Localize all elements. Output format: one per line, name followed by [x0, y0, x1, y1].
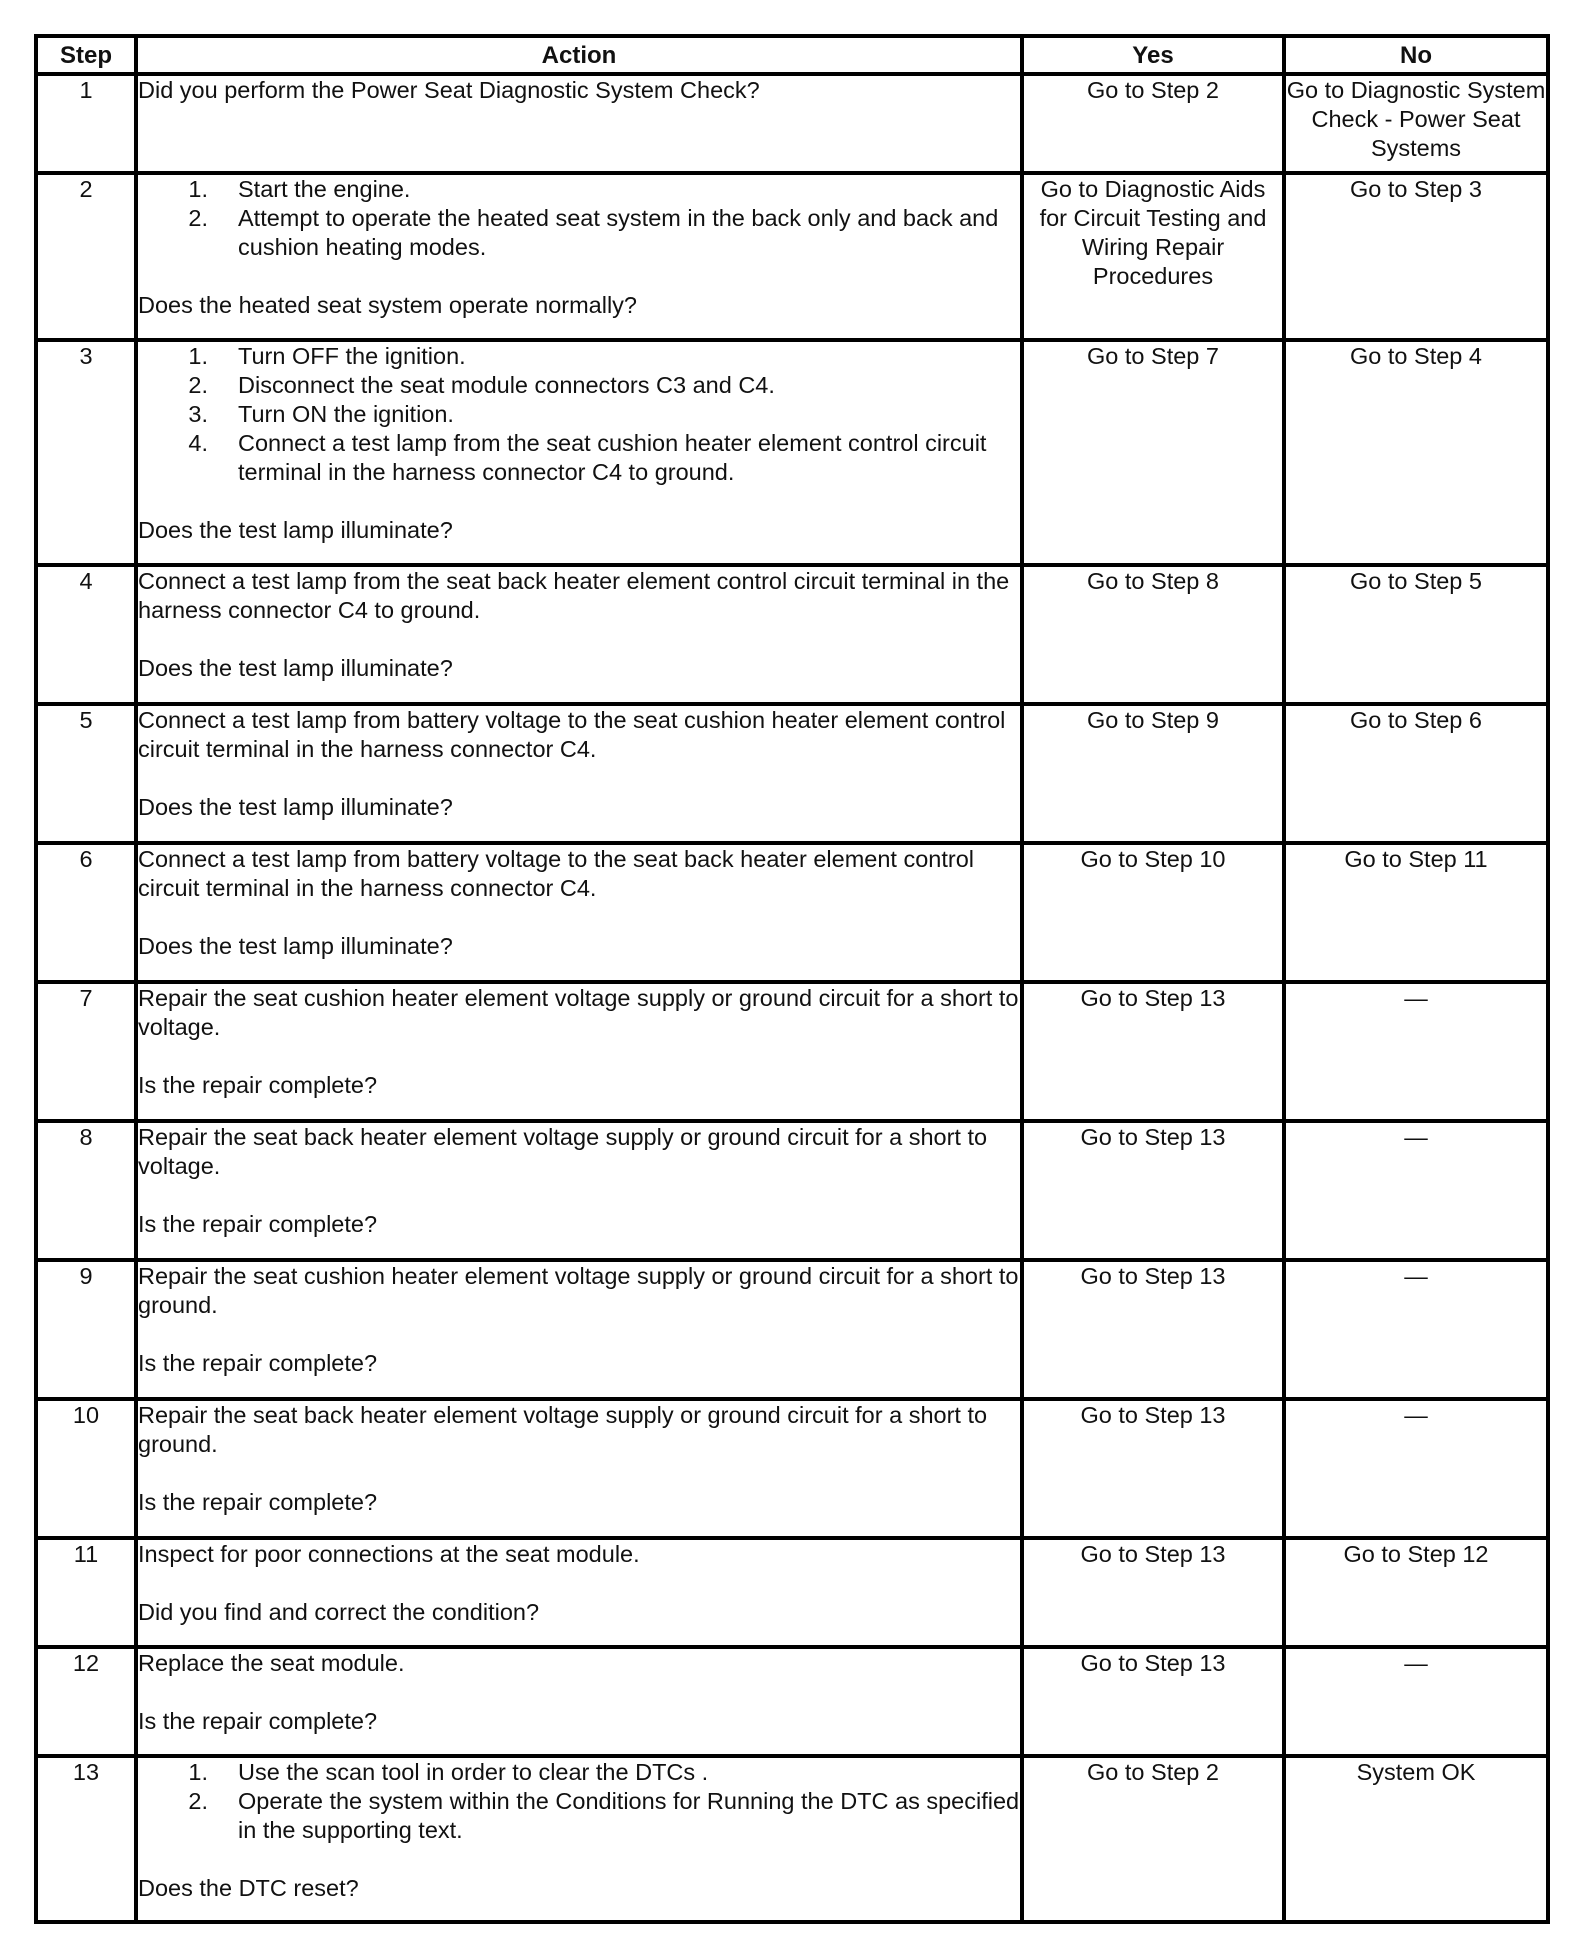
yes-result: Go to Step 9	[1022, 704, 1284, 843]
no-result: —	[1284, 1399, 1548, 1538]
action-cell	[136, 1647, 1022, 1756]
table-row	[36, 982, 1548, 1121]
no-result: —	[1284, 1121, 1548, 1260]
action-cell	[136, 1121, 1022, 1260]
no-result: —	[1284, 1647, 1548, 1756]
action-step-item: 2. Disconnect the seat module connectors C3 and C4.	[188, 372, 775, 398]
table-row	[36, 1399, 1548, 1538]
no-result: Go to Step 5	[1284, 565, 1548, 704]
yes-result: Go to Step 8	[1022, 565, 1284, 704]
action-text: Connect a test lamp from the seat back heater element control circuit terminal in the harness connector C4 to ground.	[138, 568, 1010, 623]
step-number: 8	[36, 1121, 136, 1260]
step-number: 13	[36, 1756, 136, 1922]
action-text: Repair the seat back heater element voltage supply or ground circuit for a short to voltage.	[138, 1124, 988, 1179]
yes-result: Go to Step 13	[1022, 1647, 1284, 1756]
table-row	[36, 74, 1548, 173]
step-number: 11	[36, 1538, 136, 1647]
action-question: Did you find and correct the condition?	[138, 1599, 540, 1625]
action-question: Is the repair complete?	[138, 1350, 378, 1376]
action-step-item: 1. Use the scan tool in order to clear the DTCs .	[188, 1759, 709, 1785]
yes-result: Go to Diagnostic Aids for Circuit Testing and Wiring Repair Procedures	[1022, 173, 1284, 340]
step-number: 6	[36, 843, 136, 982]
action-question: Does the test lamp illuminate?	[138, 655, 453, 681]
no-result: Go to Step 11	[1284, 843, 1548, 982]
step-number: 5	[36, 704, 136, 843]
action-text: Repair the seat cushion heater element voltage supply or ground circuit for a short to voltage.	[138, 985, 1019, 1040]
action-text: Repair the seat cushion heater element voltage supply or ground circuit for a short to ground.	[138, 1263, 1019, 1318]
action-cell	[136, 1399, 1022, 1538]
action-question: Does the test lamp illuminate?	[138, 517, 453, 543]
action-question: Is the repair complete?	[138, 1211, 378, 1237]
no-result: Go to Diagnostic System Check - Power Seat Systems	[1284, 74, 1548, 173]
header-yes: Yes	[1022, 36, 1284, 74]
header-step: Step	[36, 36, 136, 74]
action-cell	[136, 565, 1022, 704]
step-number: 1	[36, 74, 136, 173]
action-cell	[136, 74, 1022, 173]
step-number: 3	[36, 340, 136, 565]
table-row	[36, 565, 1548, 704]
action-question: Does the DTC reset?	[138, 1875, 359, 1901]
step-number: 10	[36, 1399, 136, 1538]
action-cell	[136, 1260, 1022, 1399]
no-result: System OK	[1284, 1756, 1548, 1922]
action-question: Does the test lamp illuminate?	[138, 933, 453, 959]
yes-result: Go to Step 13	[1022, 1260, 1284, 1399]
no-result: Go to Step 12	[1284, 1538, 1548, 1647]
no-result: Go to Step 3	[1284, 173, 1548, 340]
action-text: Repair the seat back heater element voltage supply or ground circuit for a short to ground.	[138, 1402, 988, 1457]
action-step-item: 1. Turn OFF the ignition.	[188, 343, 466, 369]
action-step-item: 4. Connect a test lamp from the seat cushion heater element control circuit terminal in the harness connector C4 to ground.	[188, 430, 987, 485]
no-result: —	[1284, 1260, 1548, 1399]
step-number: 12	[36, 1647, 136, 1756]
yes-result: Go to Step 13	[1022, 1399, 1284, 1538]
table-row	[36, 1647, 1548, 1756]
header-action: Action	[136, 36, 1022, 74]
step-number: 4	[36, 565, 136, 704]
header-no: No	[1284, 36, 1548, 74]
step-number: 7	[36, 982, 136, 1121]
action-cell	[136, 843, 1022, 982]
table-row	[36, 340, 1548, 565]
yes-result: Go to Step 13	[1022, 982, 1284, 1121]
table-row	[36, 1260, 1548, 1399]
step-number: 2	[36, 173, 136, 340]
action-text: Connect a test lamp from battery voltage to the seat cushion heater element control circuit terminal in the harness connector C4.	[138, 707, 1006, 762]
table-row	[36, 1756, 1548, 1922]
yes-result: Go to Step 13	[1022, 1538, 1284, 1647]
yes-result: Go to Step 13	[1022, 1121, 1284, 1260]
yes-result: Go to Step 2	[1022, 1756, 1284, 1922]
action-text: Replace the seat module.	[138, 1650, 405, 1676]
action-step-item: 2. Attempt to operate the heated seat system in the back only and back and cushion heating modes.	[188, 205, 999, 260]
table-row	[36, 704, 1548, 843]
action-text: Did you perform the Power Seat Diagnostic System Check?	[138, 77, 760, 103]
action-step-item: 3. Turn ON the ignition.	[188, 401, 454, 427]
diagnostic-table	[34, 34, 1550, 1924]
action-cell	[136, 982, 1022, 1121]
action-question: Does the test lamp illuminate?	[138, 794, 453, 820]
table-row	[36, 1121, 1548, 1260]
no-result: —	[1284, 982, 1548, 1121]
action-cell	[136, 704, 1022, 843]
action-steps	[138, 342, 1020, 487]
action-step-item: 2. Operate the system within the Conditions for Running the DTC as specified in the supporting text.	[188, 1788, 1020, 1843]
table-row	[36, 173, 1548, 340]
action-text: Inspect for poor connections at the seat module.	[138, 1541, 640, 1567]
action-steps	[138, 175, 1020, 262]
yes-result: Go to Step 7	[1022, 340, 1284, 565]
action-cell	[136, 173, 1022, 340]
action-question: Is the repair complete?	[138, 1708, 378, 1734]
yes-result: Go to Step 2	[1022, 74, 1284, 173]
action-step-item: 1. Start the engine.	[188, 176, 411, 202]
action-cell	[136, 340, 1022, 565]
no-result: Go to Step 6	[1284, 704, 1548, 843]
action-cell	[136, 1756, 1022, 1922]
no-result: Go to Step 4	[1284, 340, 1548, 565]
action-question: Does the heated seat system operate normally?	[138, 292, 637, 318]
action-question: Is the repair complete?	[138, 1489, 378, 1515]
action-steps	[138, 1758, 1020, 1845]
action-text: Connect a test lamp from battery voltage to the seat back heater element control circuit terminal in the harness connector C4.	[138, 846, 975, 901]
table-row	[36, 843, 1548, 982]
action-question: Is the repair complete?	[138, 1072, 378, 1098]
step-number: 9	[36, 1260, 136, 1399]
table-header-row	[36, 36, 1548, 74]
table-row	[36, 1538, 1548, 1647]
action-cell	[136, 1538, 1022, 1647]
yes-result: Go to Step 10	[1022, 843, 1284, 982]
